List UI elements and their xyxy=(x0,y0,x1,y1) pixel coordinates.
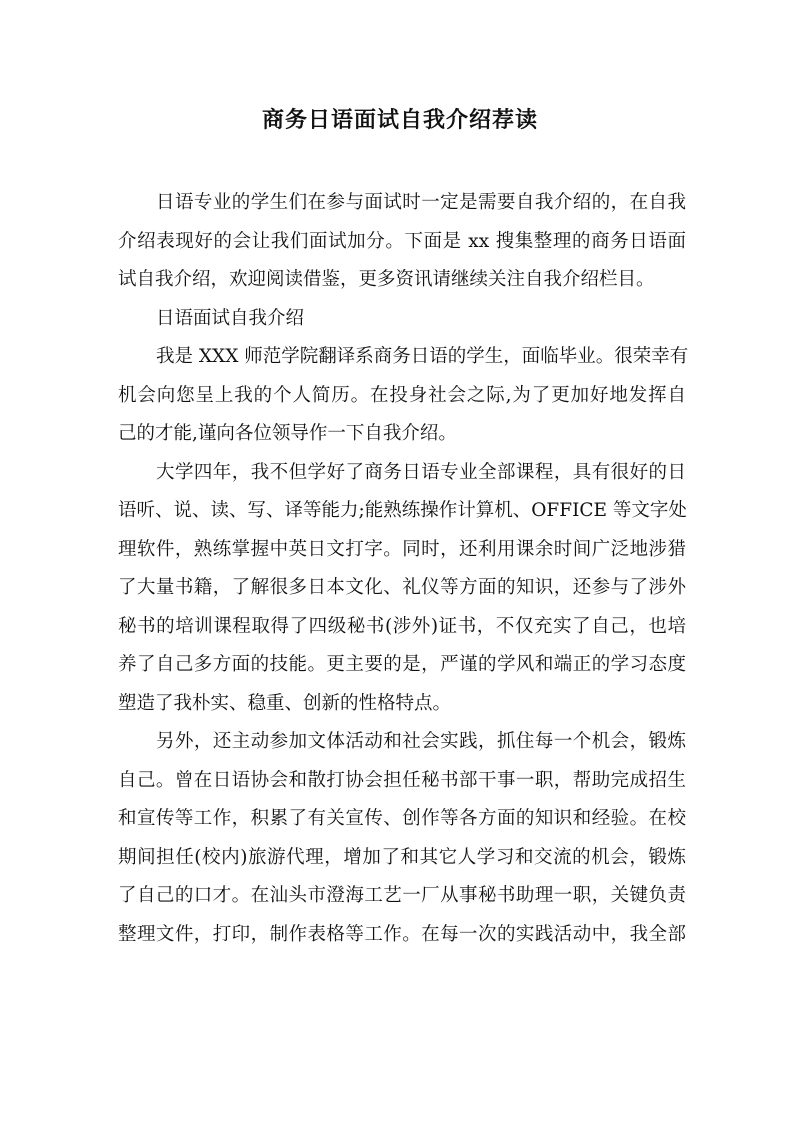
text-line: 试自我介绍，欢迎阅读借鉴，更多资讯请继续关注自我介绍栏目。 xyxy=(118,269,655,290)
text-line: 机会向您呈上我的个人简历。在投身社会之际,为了更加好地发挥自 xyxy=(118,384,686,406)
paragraph-university xyxy=(118,454,686,724)
text-line: 语听、说、读、写、译等能力;能熟练操作计算机、OFFICE 等文字处 xyxy=(118,500,687,521)
document-title: 商务日语面试自我介绍荐读 xyxy=(261,107,538,133)
text-line: 了自己的口才。在汕头市澄海工艺一厂从事秘书助理一职，关键负责 xyxy=(118,885,686,906)
text-line: 另外，还主动参加文体活动和社会实践，抓住每一个机会，锻炼 xyxy=(156,731,686,752)
text-line: 整理文件，打印，制作表格等工作。在每一次的实践活动中，我全部 xyxy=(118,923,686,945)
paragraph-self-intro xyxy=(118,338,689,454)
text-line: 养了自己多方面的技能。更主要的是，严谨的学风和端正的学习态度 xyxy=(118,654,686,675)
text-line: 我是 XXX 师范学院翻译系商务日语的学生，面临毕业。很荣幸有 xyxy=(156,346,689,367)
text-line: 介绍表现好的会让我们面试加分。下面是 xx 搜集整理的商务日语面 xyxy=(118,230,686,252)
text-line: 塑造了我朴实、稳重、创新的性格特点。 xyxy=(118,692,452,714)
text-line: 日语专业的学生们在参与面试时一定是需要自我介绍的，在自我 xyxy=(156,192,686,213)
text-line: 己的才能,谨向各位领导作一下自我介绍。 xyxy=(118,423,457,444)
text-line: 和宣传等工作，积累了有关宣传、创作等各方面的知识和经验。在校 xyxy=(118,808,686,829)
text-line: 日语面试自我介绍 xyxy=(156,307,305,329)
text-line: 期间担任(校内)旅游代理，增加了和其它人学习和交流的机会，锻炼 xyxy=(118,846,686,868)
text-line: 理软件，熟练掌握中英日文打字。同时，还利用课余时间广泛地涉猎 xyxy=(118,538,686,560)
text-line: 自己。曾在日语协会和散打协会担任秘书部干事一职，帮助完成招生 xyxy=(118,769,686,791)
section-heading xyxy=(118,300,686,339)
text-line: 秘书的培训课程取得了四级秘书(涉外)证书，不仅充实了自己，也培 xyxy=(118,615,686,637)
paragraph-intro xyxy=(118,184,686,300)
paragraph-activities xyxy=(118,723,686,954)
document-body xyxy=(118,184,689,954)
text-line: 大学四年，我不但学好了商务日语专业全部课程，具有很好的日 xyxy=(156,461,686,483)
text-line: 了大量书籍，了解很多日本文化、礼仪等方面的知识，还参与了涉外 xyxy=(118,577,686,598)
